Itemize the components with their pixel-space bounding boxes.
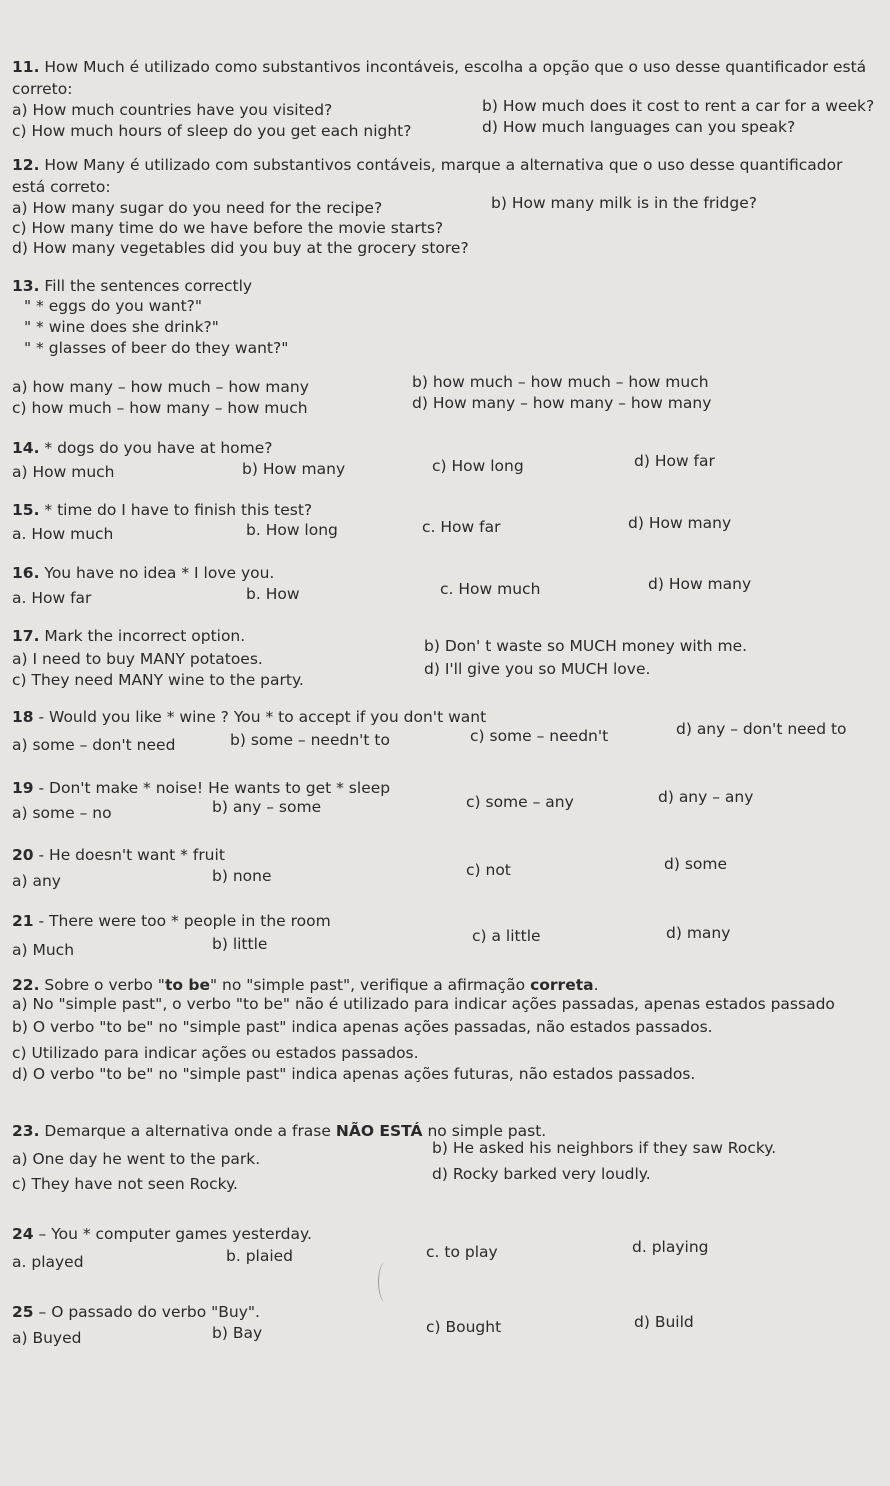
q13-sentence-1: " * eggs do you want?": [24, 297, 203, 315]
q18-option-b: b) some – needn't to: [230, 731, 390, 749]
q24-option-a: a. played: [12, 1253, 84, 1271]
q11-option-d: d) How much languages can you speak?: [482, 118, 796, 136]
q21-stem: 21 - There were too * people in the room: [12, 912, 331, 930]
q18-option-c: c) some – needn't: [470, 727, 609, 745]
q19-option-a: a) some – no: [12, 804, 112, 822]
q24-stem: 24 – You * computer games yesterday.: [12, 1225, 312, 1243]
q20-option-b: b) none: [212, 867, 272, 885]
q21-option-c: c) a little: [472, 927, 541, 945]
q24-option-b: b. plaied: [226, 1247, 294, 1265]
q21-option-d: d) many: [666, 924, 731, 942]
q12-option-a: a) How many sugar do you need for the recipe?: [12, 199, 383, 217]
q14-option-d: d) How far: [634, 452, 715, 470]
q18-option-d: d) any – don't need to: [676, 720, 847, 738]
q21-option-b: b) little: [212, 935, 268, 953]
q20-option-d: d) some: [664, 855, 728, 873]
q15-option-d: d) How many: [628, 514, 732, 532]
q21-option-a: a) Much: [12, 941, 75, 959]
q13-option-c: c) how much – how many – how much: [12, 399, 308, 417]
q22-option-c: c) Utilizado para indicar ações ou estados passados.: [12, 1044, 419, 1062]
q11-option-a: a) How much countries have you visited?: [12, 101, 333, 119]
q12-option-c: c) How many time do we have before the movie starts?: [12, 219, 444, 237]
q13-sentence-2: " * wine does she drink?": [24, 318, 219, 336]
q16-stem: 16. You have no idea * I love you.: [12, 564, 275, 582]
q25-stem: 25 – O passado do verbo "Buy".: [12, 1303, 260, 1321]
q22-option-d: d) O verbo "to be" no "simple past" indica apenas ações futuras, não estados passados.: [12, 1065, 696, 1083]
q19-stem: 19 - Don't make * noise! He wants to get * sleep: [12, 779, 391, 797]
q14-option-c: c) How long: [432, 457, 524, 475]
q17-option-a: a) I need to buy MANY potatoes.: [12, 650, 263, 668]
q16-option-d: d) How many: [648, 575, 752, 593]
q11-option-b: b) How much does it cost to rent a car for a week?: [482, 97, 875, 115]
q11-stem-line2: correto:: [12, 80, 73, 98]
q17-option-b: b) Don' t waste so MUCH money with me.: [424, 637, 748, 655]
q13-option-b: b) how much – how much – how much: [412, 373, 709, 391]
q13-option-d: d) How many – how many – how many: [412, 394, 712, 412]
q20-stem: 20 - He doesn't want * fruit: [12, 846, 225, 864]
q23-option-b: b) He asked his neighbors if they saw Rocky.: [432, 1139, 777, 1157]
q11-stem-line1: 11. How Much é utilizado como substantivos incontáveis, escolha a opção que o uso desse quantificador está: [12, 58, 867, 76]
q25-option-c: c) Bought: [426, 1318, 502, 1336]
q13-option-a: a) how many – how much – how many: [12, 378, 309, 396]
q19-option-b: b) any – some: [212, 798, 322, 816]
q12-option-d: d) How many vegetables did you buy at the grocery store?: [12, 239, 469, 257]
q15-stem: 15. * time do I have to finish this test?: [12, 501, 313, 519]
q18-stem: 18 - Would you like * wine ? You * to accept if you don't want: [12, 708, 487, 726]
q19-option-c: c) some – any: [466, 793, 574, 811]
q24-option-d: d. playing: [632, 1238, 709, 1256]
q19-option-d: d) any – any: [658, 788, 754, 806]
q20-option-c: c) not: [466, 861, 511, 879]
q15-option-b: b. How long: [246, 521, 338, 539]
q25-option-d: d) Build: [634, 1313, 694, 1331]
pencil-mark: [378, 1262, 393, 1302]
q13-stem: 13. Fill the sentences correctly: [12, 277, 253, 295]
q23-stem: 23. Demarque a alternativa onde a frase NÃO ESTÁ no simple past.: [12, 1122, 547, 1140]
q20-option-a: a) any: [12, 872, 61, 890]
q12-stem-line1: 12. How Many é utilizado com substantivos contáveis, marque a alternativa que o uso desse quantificador: [12, 156, 843, 174]
q22-option-a: a) No "simple past", o verbo "to be" não é utilizado para indicar ações passadas, apenas estados passado: [12, 995, 835, 1013]
q16-option-c: c. How much: [440, 580, 541, 598]
q22-option-b: b) O verbo "to be" no "simple past" indica apenas ações passadas, não estados passados.: [12, 1018, 713, 1036]
q25-option-b: b) Bay: [212, 1324, 263, 1342]
q15-option-c: c. How far: [422, 518, 501, 536]
q15-option-a: a. How much: [12, 525, 114, 543]
q16-option-a: a. How far: [12, 589, 92, 607]
q24-option-c: c. to play: [426, 1243, 498, 1261]
q17-option-c: c) They need MANY wine to the party.: [12, 671, 304, 689]
q13-sentence-3: " * glasses of beer do they want?": [24, 339, 289, 357]
q12-stem-line2: está correto:: [12, 178, 111, 196]
q17-stem: 17. Mark the incorrect option.: [12, 627, 246, 645]
q17-option-d: d) I'll give you so MUCH love.: [424, 660, 651, 678]
q23-option-c: c) They have not seen Rocky.: [12, 1175, 238, 1193]
q25-option-a: a) Buyed: [12, 1329, 82, 1347]
q14-option-b: b) How many: [242, 460, 346, 478]
q16-option-b: b. How: [246, 585, 300, 603]
q23-option-d: d) Rocky barked very loudly.: [432, 1165, 651, 1183]
q14-option-a: a) How much: [12, 463, 115, 481]
q22-stem: 22. Sobre o verbo "to be" no "simple past", verifique a afirmação correta.: [12, 976, 599, 994]
q14-stem: 14. * dogs do you have at home?: [12, 439, 273, 457]
q12-option-b: b) How many milk is in the fridge?: [491, 194, 757, 212]
q18-option-a: a) some – don't need: [12, 736, 176, 754]
q23-option-a: a) One day he went to the park.: [12, 1150, 261, 1168]
q11-option-c: c) How much hours of sleep do you get each night?: [12, 122, 412, 140]
